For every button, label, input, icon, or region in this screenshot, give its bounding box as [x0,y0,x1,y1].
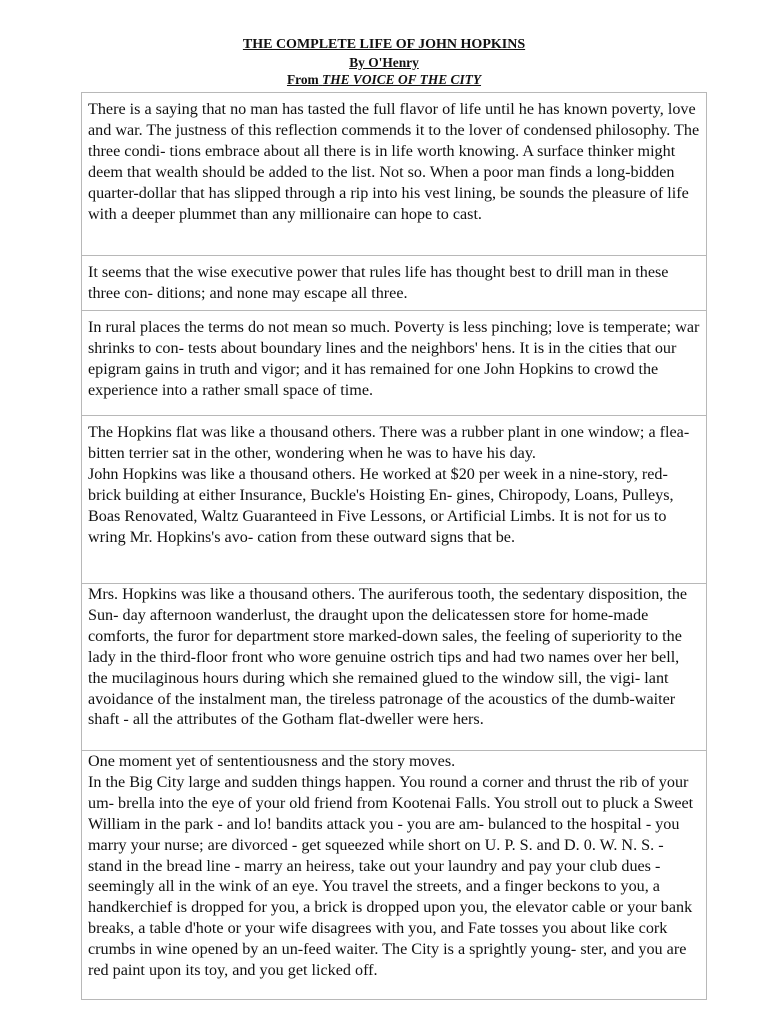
paragraph: There is a saying that no man has tasted the full flavor of life until he has known poverty, love and war. The justness of this reflection commends it to the lover of condensed philosophy. The three condi- tions embrace about all there is in life worth knowing. A surface thinker might deem that wealth should be added to the list. Not so. When a poor man finds a long-bidden quarter-dollar that has slipped through a rip into his vest lining, be sounds the pleasure of life with a deeper plummet than any millionaire can hope to cast. [88,101,700,223]
paragraph: In rural places the terms do not mean so much. Poverty is less pinching; love is temperate; war shrinks to con- tests about boundary lines and the neighbors' hens. It is in the cities that our epigram gains in truth and vigor; and it has remained for one John Hopkins to crowd the experience into a rather small space of time. [88,319,700,399]
paragraph: In the Big City large and sudden things happen. You round a corner and thrust the rib of your um- brella into the eye of your old friend from Kootenai Falls. You stroll out to pluck a Sweet William in the park - and lo! bandits attack you - you are am- bulanced to the hospital - you marry your nurse; are divorced - get squeezed while short on U. P. S. and D. 0. W. N. S. - stand in the bread line - marry an heiress, take out your laundry and pay your club dues - seemingly all in the wink of an eye. You travel the streets, and a finger beckons to you, a handkerchief is dropped for you, a brick is dropped upon you, the elevator cable or your bank breaks, a table d'hote or your wife disagrees with you, and Fate tosses you about like cork crumbs in wine opened by an un-feed waiter. The City is a sprightly young- ster, and you are red paint upon its toy, and you get licked off. [88,773,694,980]
paragraph: It seems that the wise executive power that rules life has thought best to drill man in these three con- ditions; and none may escape all three. [88,264,669,302]
text-cell-3 [81,310,707,415]
paragraph: The Hopkins flat was like a thousand others. There was a rubber plant in one window; a flea- bitten terrier sat in the other, wondering when he was to have his day. [88,424,690,462]
text-cell-1 [81,92,707,255]
text-cell-4 [81,415,707,583]
source-prefix: From [286,72,319,87]
paragraph: John Hopkins was like a thousand others. He worked at $20 per week in a nine-story, red-brick building at either Insurance, Buckle's Hoisting En- gines, Chiropody, Loans, Pulleys, Boas Renovated, Waltz Guaranteed in Five Lessons, or Artificial Limbs. It is not for us to wring Mr. Hopkins's avo- cation from these outward signs that be. [88,465,674,546]
paragraph: Mrs. Hopkins was like a thousand others. The auriferous tooth, the sedentary disposition, the Sun- day afternoon wanderlust, the draught upon the delicatessen store for home-made comforts, the furor for department store marked-down sales, the feeling of superiority to the lady in the third-floor front who wore genuine ostrich tips and had two names over her bell, the mucilaginous hours during which she remained glued to the window sill, the vigi- lant avoidance of the instalment man, the tireless patronage of the acoustics of the dumb-waiter shaft - all the attributes of the Gotham flat-dweller were hers. [88,586,688,729]
paragraph: One moment yet of sententiousness and the story moves. [88,753,456,770]
byline: By O'Henry [349,54,419,70]
text-cell-6 [81,750,707,1000]
text-cell-2 [81,255,707,310]
source-title: THE VOICE OF THE CITY [322,72,482,87]
text-cell-5 [81,583,707,750]
document-title: THE COMPLETE LIFE OF JOHN HOPKINS [242,37,526,52]
document-header [0,36,768,89]
source-line [0,71,768,89]
